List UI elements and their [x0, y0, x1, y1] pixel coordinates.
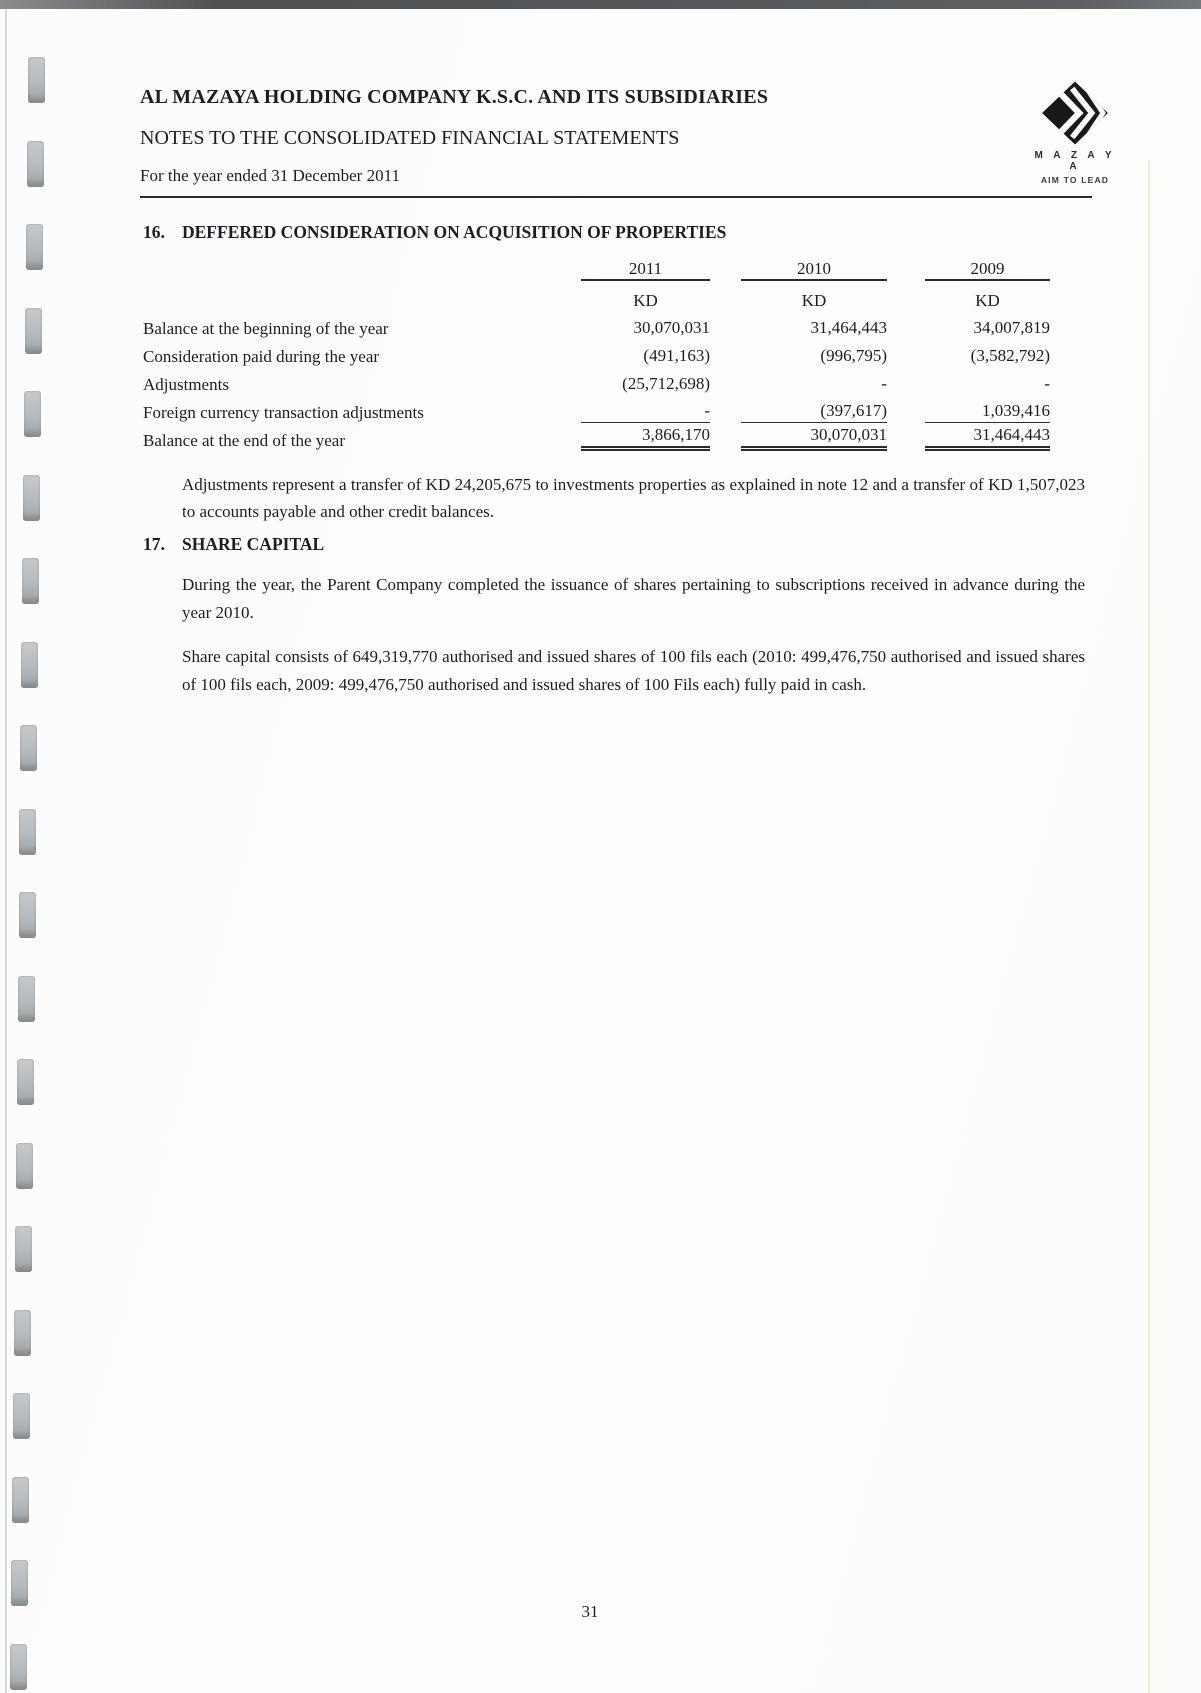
value-2009: 34,007,819 [973, 318, 1050, 337]
value-2011: (25,712,698) [622, 374, 710, 393]
binder-hole [13, 1393, 30, 1439]
table-currency-row [143, 281, 1092, 311]
section-17-heading [143, 534, 1092, 555]
table-row-opening-balance [143, 311, 1092, 339]
binder-hole [12, 1477, 29, 1523]
currency-label: KD [633, 291, 658, 310]
binder-hole [25, 308, 42, 354]
reporting-period: For the year ended 31 December 2011 [140, 166, 400, 185]
table-row-fx-adjustments [143, 395, 1092, 423]
value-2009: 31,464,443 [925, 425, 1050, 451]
logo-brand-text: M A Z A Y A [1034, 150, 1116, 172]
value-2011: - [581, 401, 710, 423]
section-17-body [182, 571, 1085, 698]
value-2009: - [1044, 374, 1050, 393]
value-2011: 30,070,031 [633, 318, 710, 337]
binder-hole [24, 391, 41, 437]
year-header-2009: 2009 [925, 259, 1050, 281]
binder-hole [17, 1059, 34, 1105]
currency-label: KD [801, 291, 827, 310]
section-16-deferred-consideration [143, 222, 1092, 525]
binder-hole [10, 1644, 27, 1690]
binder-hole [27, 141, 44, 187]
year-header-2010: 2010 [741, 259, 887, 281]
company-logo [1032, 80, 1118, 185]
binder-hole [15, 1226, 32, 1272]
document-header [140, 86, 1092, 186]
value-2010: - [881, 374, 887, 393]
value-2010: 30,070,031 [741, 425, 887, 451]
year-header-2011: 2011 [581, 259, 710, 281]
binder-hole [16, 1143, 33, 1189]
table-row-consideration-paid [143, 339, 1092, 367]
value-2011: (491,163) [643, 346, 710, 365]
row-label: Consideration paid during the year [143, 347, 380, 366]
section-17-title: SHARE CAPITAL [182, 534, 325, 554]
value-2010: 31,464,443 [810, 318, 887, 337]
section-17-share-capital [143, 534, 1092, 698]
value-2009: 1,039,416 [925, 401, 1050, 423]
binder-hole [28, 57, 45, 103]
table-year-header-row [143, 255, 1092, 281]
document-subtitle: NOTES TO THE CONSOLIDATED FINANCIAL STATEMENTS [140, 127, 680, 149]
value-2009: (3,582,792) [970, 346, 1050, 365]
binder-hole [14, 1310, 31, 1356]
table-row-closing-balance [143, 423, 1092, 451]
company-name: AL MAZAYA HOLDING COMPANY K.S.C. AND ITS SUBSIDIARIES [140, 86, 769, 108]
binder-hole [18, 976, 35, 1022]
page-number: 31 [581, 1602, 599, 1621]
binder-hole [11, 1560, 28, 1606]
row-label: Adjustments [143, 375, 229, 394]
binder-hole [20, 725, 37, 771]
value-2010: (996,795) [820, 346, 887, 365]
binder-hole [22, 558, 39, 604]
currency-label: KD [975, 291, 1000, 310]
binder-hole [21, 642, 38, 688]
row-label: Balance at the end of the year [143, 431, 346, 450]
binder-hole [19, 892, 36, 938]
binder-hole [23, 475, 40, 521]
mazaya-diamond-icon [1032, 80, 1118, 146]
binder-hole [19, 809, 36, 855]
binder-hole [26, 224, 43, 270]
share-capital-paragraph-1: During the year, the Parent Company completed the issuance of shares pertaining to subscriptions received in advance during the year 2010. [182, 575, 1085, 622]
scan-top-edge [0, 0, 1201, 9]
header-divider [140, 196, 1092, 198]
row-label: Foreign currency transaction adjustments [143, 403, 424, 422]
page-right-edge [1148, 160, 1150, 1693]
row-label: Balance at the beginning of the year [143, 319, 389, 338]
section-16-heading [143, 222, 1092, 243]
table-row-adjustments [143, 367, 1092, 395]
share-capital-paragraph-2: Share capital consists of 649,319,770 authorised and issued shares of 100 fils each (2010: 499,476,750 authorised and issued shares of 100 fils each, 2009: 499,476,750 authorised and issued shares of 100 Fils each) fully paid in cash. [182, 647, 1085, 694]
section-17-number: 17. [143, 534, 165, 554]
logo-tagline-text: AIM TO LEAD [1040, 175, 1110, 185]
adjustments-note: Adjustments represent a transfer of KD 24,205,675 to investments properties as explained in note 12 and a transfer of KD 1,507,023 to accounts payable and other credit balances. [182, 475, 1085, 521]
value-2011: 3,866,170 [581, 425, 710, 451]
value-2010: (397,617) [741, 401, 887, 423]
section-16-number: 16. [143, 222, 165, 242]
deferred-consideration-table [143, 255, 1092, 451]
section-16-title: DEFFERED CONSIDERATION ON ACQUISITION OF PROPERTIES [182, 222, 727, 242]
scan-left-edge [5, 9, 7, 1693]
